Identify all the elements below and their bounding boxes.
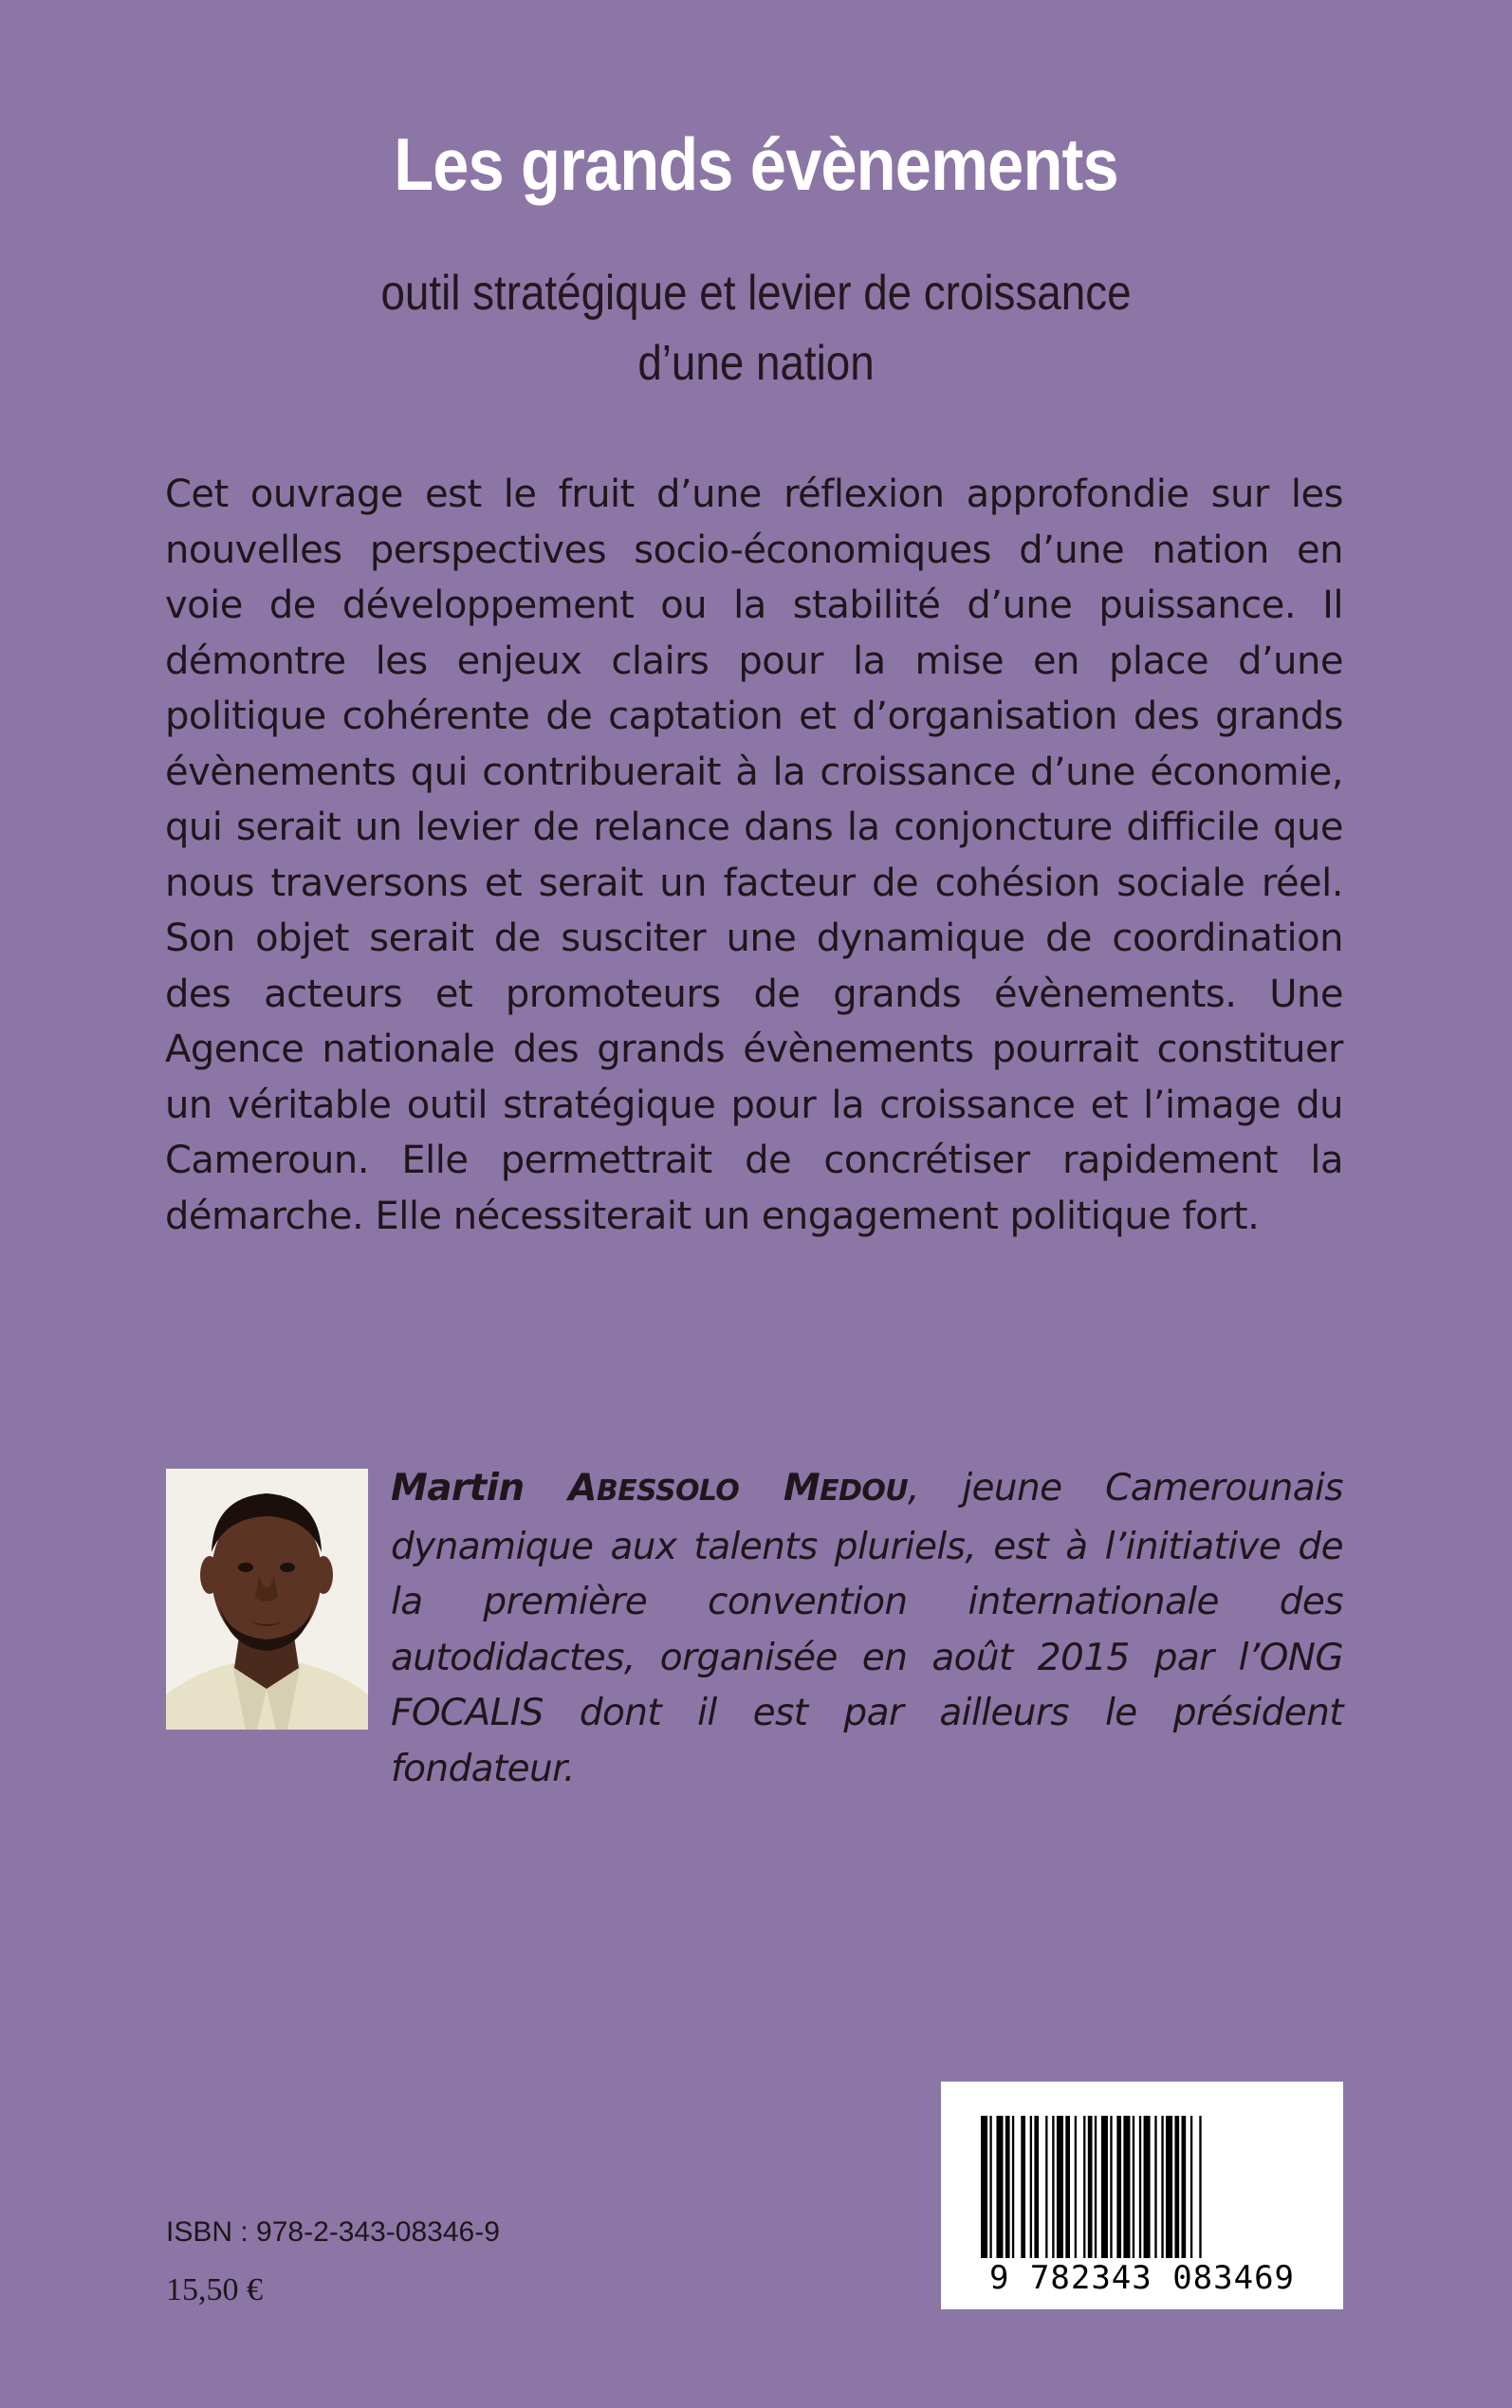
barcode-icon [941,2082,1343,2309]
barcode-bar [996,2116,1003,2258]
barcode-bar [1034,2116,1039,2258]
barcode-bar [1012,2116,1014,2258]
barcode-digits: 9 782343 083469 [988,2259,1296,2297]
author-name: Martin ABESSOLO MEDOU [391,1467,908,1510]
subtitle-line-2: d’une nation [637,336,875,391]
barcode-bar [1030,2116,1032,2258]
barcode-bar [1154,2116,1156,2258]
barcode-bar [1139,2116,1141,2258]
barcode-bar [1065,2116,1070,2258]
barcode-bar [1021,2116,1025,2258]
barcode-bar [1088,2116,1093,2258]
book-subtitle [91,258,1422,398]
barcode-bar [1101,2116,1108,2258]
barcode-bar [1199,2116,1201,2258]
barcode-bar [1144,2116,1151,2258]
barcode-bar [1182,2116,1187,2258]
barcode-bar [989,2116,991,2258]
book-title: Les grands évènements [394,122,1118,206]
barcode-bar [1174,2116,1179,2258]
barcode [941,2082,1343,2309]
isbn: ISBN : 978-2-343-08346-9 [166,2216,500,2248]
barcode-bar [1123,2116,1130,2258]
barcode-bar [1057,2116,1063,2258]
author-portrait-icon [166,1469,368,1730]
barcode-bar [1045,2116,1047,2258]
subtitle-line-1: outil stratégique et levier de croissance [380,266,1132,321]
barcode-bar [1005,2116,1010,2258]
book-blurb: Cet ouvrage est le fruit d’une réflexion approfondie sur les nouvelles perspectives socio-économiques d’une nation en voie de développement ou la stabilité d’une puissance. Il démontre les enjeux clairs pour la mise en place d’une politique cohérente de captation et d’organisation des grands évènements qui contribuerait à la croissance d’une économie, qui serait un levier de relance dans la conjoncture difficile que nous traversons et serait un facteur de cohésion sociale réel. Son objet serait de susciter une dynamique de coordination des acteurs et promoteurs de grands évènements. Une Agence nationale des grands évènements pourrait constituer un véritable outil stratégique pour la croissance et l’image du Cameroun. Elle permettrait de concrétiser rapidement la démarche. Elle nécessiterait un engagement politique fort. [165,472,1343,1238]
barcode-bar [1083,2116,1085,2258]
barcode-bar [1095,2116,1097,2258]
barcode-bar [1110,2116,1112,2258]
barcode-bar [1133,2116,1134,2258]
price: 15,50 € [166,2272,263,2307]
barcode-bar [1190,2116,1192,2258]
author-bio [391,1461,1343,1797]
barcode-bar [1166,2116,1172,2258]
barcode-bar [1161,2116,1163,2258]
barcode-bar [1052,2116,1054,2258]
barcode-bar [1075,2116,1077,2258]
author-bio-text: , jeune Camerounais dynamique aux talents pluriels, est à l’initiative de la première convention internationale des autodidactes, organisée en août 2015 par l’ONG FOCALIS dont il est par ailleurs le président fondateur. [391,1467,1343,1790]
barcode-bar [1116,2116,1121,2258]
barcode-bar [981,2116,987,2258]
author-photo [166,1469,368,1730]
